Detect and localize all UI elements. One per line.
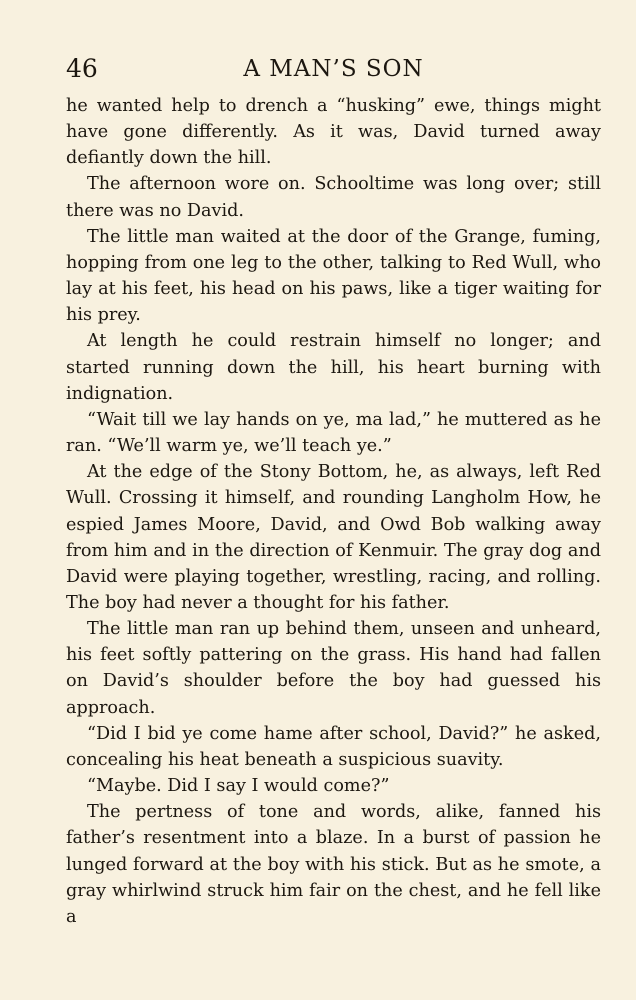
paragraph: “Did I bid ye come hame after school, David?” he asked, concealing his heat beneath a suspicious suavity. (66, 723, 601, 770)
running-title: A MAN’S SON (243, 56, 424, 82)
paragraph-continuation: he wanted help to drench a “husking” ewe, things might have gone differently. As it was, David turned away defiantly down the hill. (66, 96, 601, 169)
paragraph: “Wait till we lay hands on ye, ma lad,” he muttered as he ran. “We’ll warm ye, we’ll teach ye.” (66, 409, 601, 457)
page-header (66, 52, 601, 86)
paragraph: “Maybe. Did I say I would come?” (87, 776, 390, 797)
page-number: 46 (66, 54, 98, 83)
paragraph: At the edge of the Stony Bottom, he, as always, left Red Wull. Crossing it himself, and rounding Langholm How, he espied James Moore, David, and Owd Bob walking away from him and in the direction of Kenmuir. The gray dog and David were playing together, wrestling, racing, and rolling. The boy had never a thought for his father. (66, 462, 601, 613)
paragraph: The pertness of tone and words, alike, fanned his father’s resentment into a blaze. In a burst of passion he lunged forward at the boy with his stick. But as he smote, a gray whirlwind struck him fair on the chest, and he fell like a (66, 802, 601, 927)
paragraph: The afternoon wore on. Schooltime was long over; still there was no David. (66, 174, 601, 221)
body-text (66, 93, 601, 930)
paragraph: The little man waited at the door of the Grange, fuming, hopping from one leg to the other, talking to Red Wull, who lay at his feet, his head on his paws, like a tiger waiting for his prey. (66, 226, 601, 326)
paragraph: At length he could restrain himself no longer; and started running down the hill, his heart burning with indignation. (66, 331, 601, 404)
paragraph: The little man ran up behind them, unseen and unheard, his feet softly pattering on the grass. His hand had fallen on David’s shoulder before the boy had guessed his approach. (66, 619, 601, 718)
